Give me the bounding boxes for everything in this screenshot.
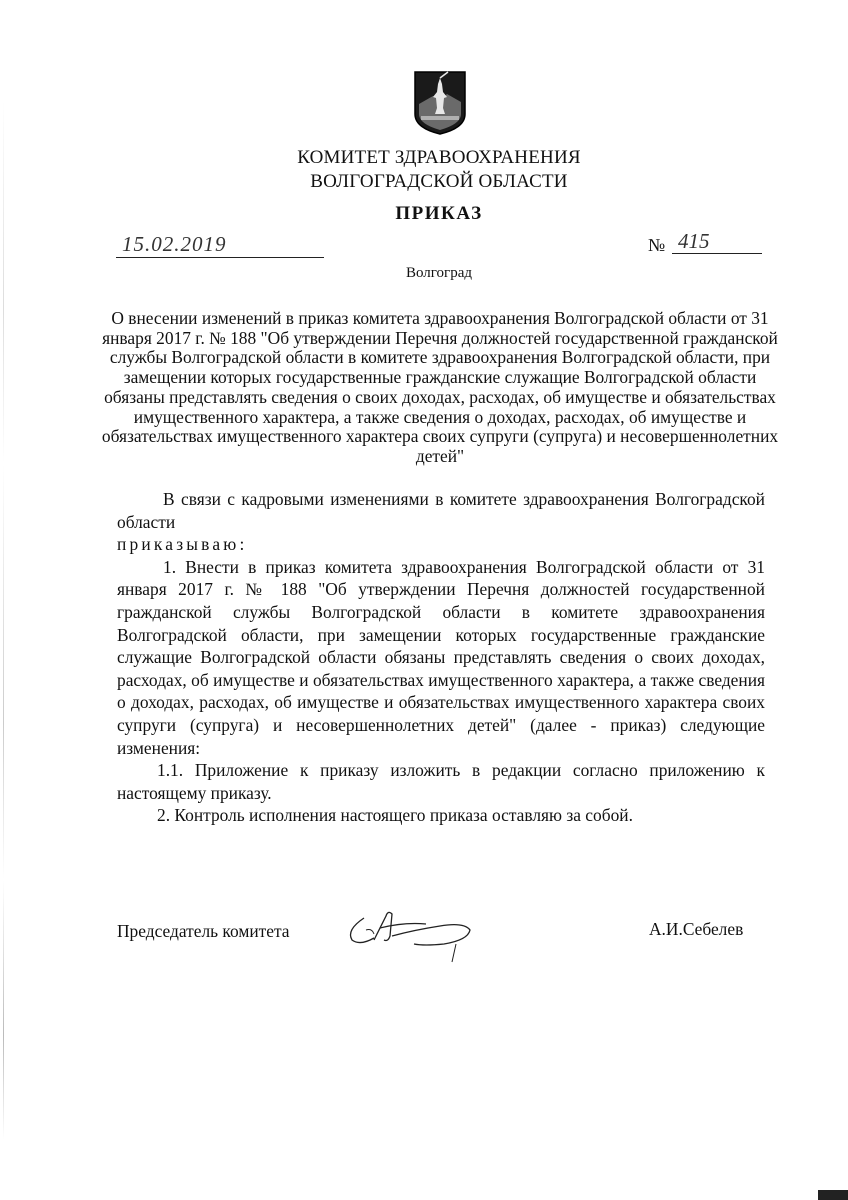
document-type: ПРИКАЗ bbox=[395, 203, 483, 224]
coat-of-arms-icon bbox=[413, 70, 467, 136]
scan-edge bbox=[3, 100, 4, 1140]
number-label: № bbox=[648, 235, 666, 255]
document-body bbox=[117, 488, 765, 827]
city: Волгоград bbox=[405, 265, 472, 281]
document-number: 415 bbox=[678, 229, 710, 253]
organization-name-line1: КОМИТЕТ ЗДРАВООХРАНЕНИЯ bbox=[297, 147, 581, 168]
item-1-1-paragraph: 1.1. Приложение к приказу изложить в редакции согласно приложению к настоящему приказу. bbox=[117, 760, 765, 803]
signatory-name: А.И.Себелев bbox=[649, 919, 744, 939]
item-1-paragraph: 1. Внести в приказ комитета здравоохранения Волгоградской области от 31 января 2017 г. № 188 "Об утверждении Перечня должностей государственной гражданской службы Волгоградской области в комитете здравоохранения Волгоградской области, при замещении которых государственные гражданские служащие Волгоградской области обязаны представлять сведения о своих доходах, расходах, об имуществе и обязательствах имущественного характера, а также сведения о доходах, расходах, об имуществе и обязательствах имущественного характера своих супруги (супруга) и несовершеннолетних детей" (далее - приказ) следующие изменения: bbox=[117, 556, 765, 758]
date-underline bbox=[116, 257, 324, 258]
organization-name-line2: ВОЛГОГРАДСКОЙ ОБЛАСТИ bbox=[310, 171, 568, 192]
scan-corner-mark bbox=[818, 1190, 848, 1200]
order-word: приказываю: bbox=[117, 534, 248, 555]
document-subject: О внесении изменений в приказ комитета здравоохранения Волгоградской области от 31 января 2017 г. № 188 "Об утверждении Перечня должностей государственной гражданской службы Волгоградской области в комитете здравоохранения Волгоградской области, при замещении которых государственные гражданские служащие Волгоградской области обязаны представлять сведения о своих доходах, расходах, об имуществе и обязательствах имущественного характера, а также сведения о доходах, расходах, об имуществе и обязательствах имущественного характера своих супруги (супруга) и несовершеннолетних детей" bbox=[101, 308, 779, 466]
number-underline bbox=[672, 253, 762, 254]
item-2-paragraph: 2. Контроль исполнения настоящего приказа оставляю за собой. bbox=[157, 805, 633, 826]
signatory-title: Председатель комитета bbox=[117, 921, 290, 941]
handwritten-signature bbox=[344, 900, 476, 966]
document-date: 15.02.2019 bbox=[122, 232, 227, 256]
preamble-paragraph: В связи с кадровыми изменениями в комитете здравоохранения Волгоградской области bbox=[117, 489, 765, 532]
